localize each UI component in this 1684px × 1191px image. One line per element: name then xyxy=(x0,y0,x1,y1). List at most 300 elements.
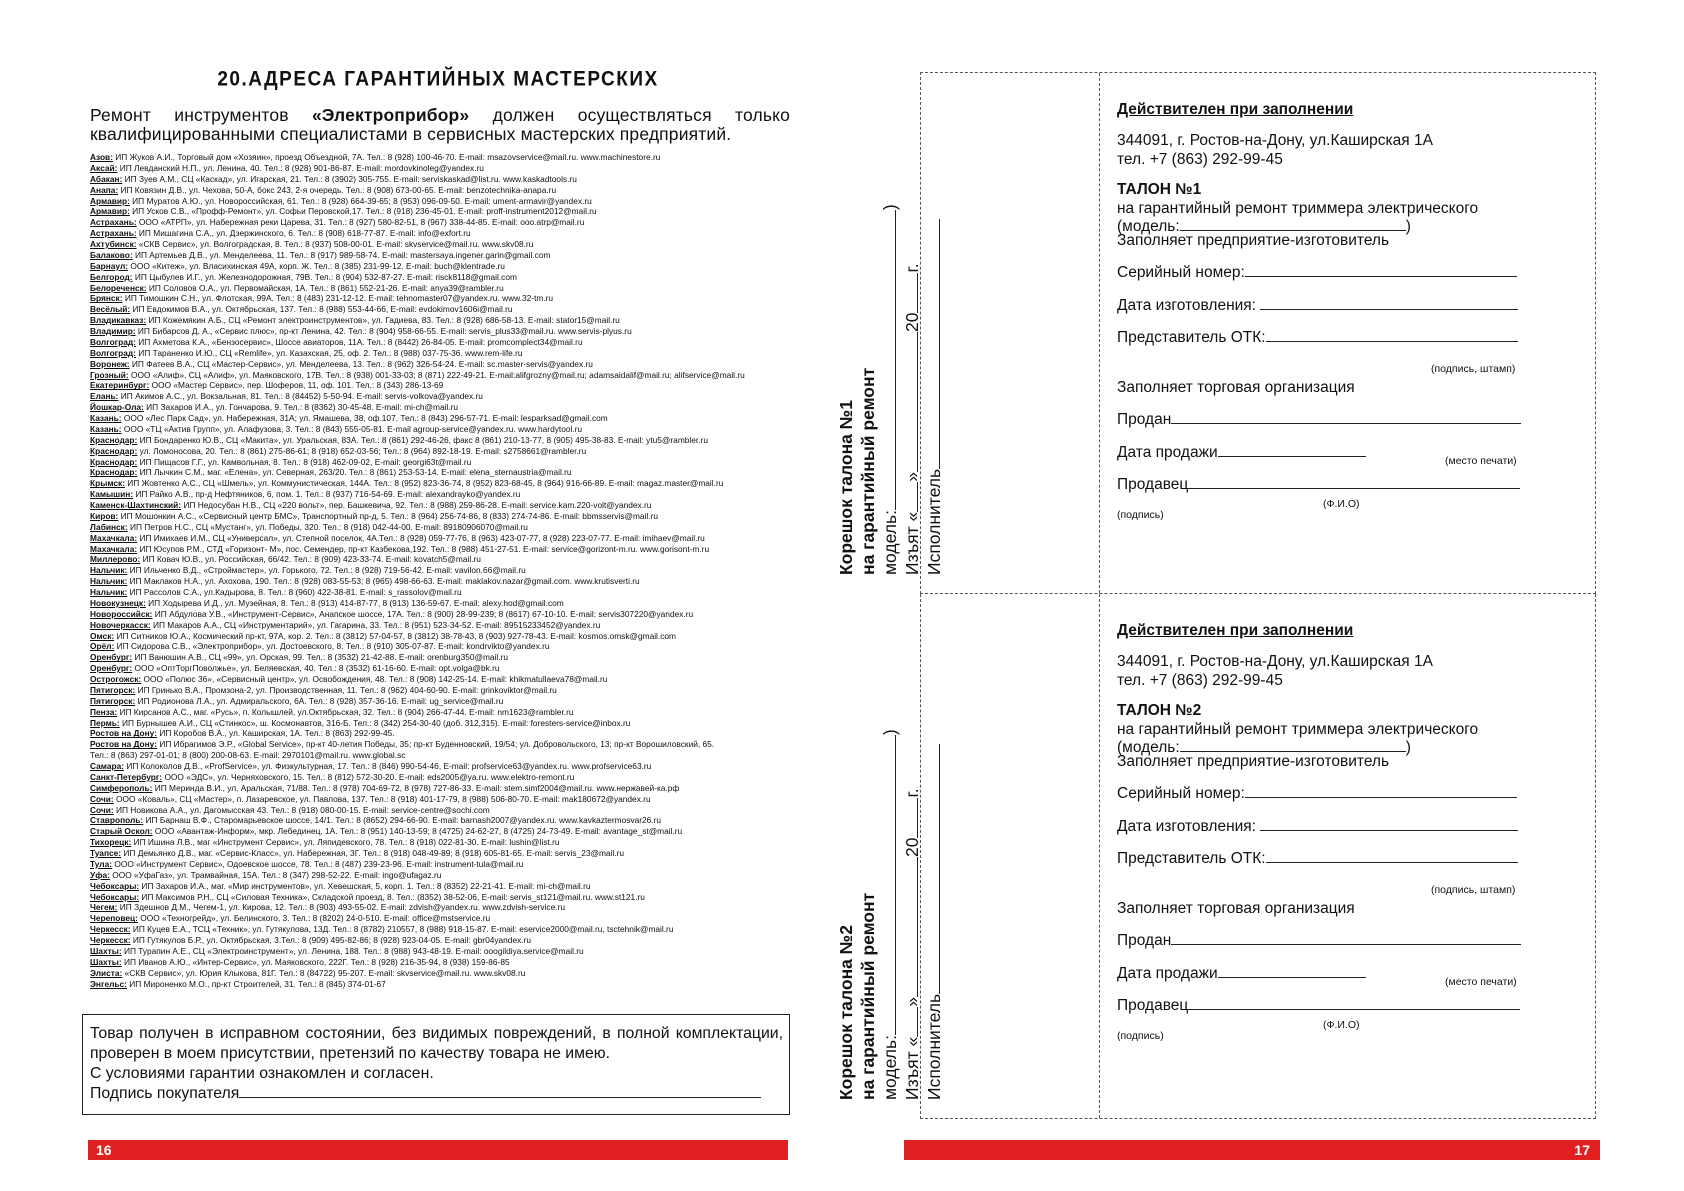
address-details: ИП Ситников Ю.А., Космический пр-кт, 97А, кор. 2. Тел.: 8 (3812) 57-04-57, 8 (3812) 38-78-43, 8 (903) 927-78-43. E-mail: kosmos.omsk@gmail.com xyxy=(114,630,676,641)
address-city: Владимир: xyxy=(90,326,136,336)
address-city: Волгоград: xyxy=(90,336,136,347)
address-details: ИП Усков С.В., «Профф-Ремонт», ул. Софьи Перовской,17. Тел.: 8 (918) 236-45-01. E-mail: proff-instrument2012@mail.ru xyxy=(129,206,597,217)
address-details: «СКВ Сервис», ул. Юрия Клыкова, 81Г. Тел.: 8 (84722) 95-207. E-mail: skvservice@mail.ru. www.skv08.ru xyxy=(122,967,526,978)
model-label: (модель: xyxy=(1117,218,1180,235)
address-details: ИП Бурнышев А.И., СЦ «Стинкос», ш. Космонавтов, 316-Б. Тел.: 8 (342) 254-30-40 (доб. 312,315). E-mail: foresters-service@inbox.ru xyxy=(119,717,631,728)
coupon-ticket xyxy=(1117,594,1577,1118)
address-entry xyxy=(90,902,790,913)
address-details: ИП Захаров И.А., маг. «Мир инструментов», ул. Хевешская, 5, корп. 1. Тел.: 8 (8352) 22-21-41. E-mail: mi-ch@mail.ru xyxy=(139,880,591,891)
address-details: ИП Здешнов Д.М., Чегем-1, ул. Кирова, 12. Тел.: 8 (903) 493-55-02. E-mail: zdvish@yandex.ru. www.zdvish-service.ru xyxy=(117,902,565,913)
stub-day-line[interactable] xyxy=(905,482,918,512)
address-city: Туапсе: xyxy=(90,848,122,858)
address-details: ИП Барнаш В.Ф., Старомарьевское шоссе, 14/1. Тел.: 8 (8652) 294-66-90. E-mail: barnash2007@yandex.ru. www.kavkaztermosvar26.ru xyxy=(143,815,662,826)
address-details: ИП Ибрагимов Э.Р., «Global Service», пр-кт 40-летия Победы, 35; пр-кт Буденновский, 19/54; ул. Добровольского, 13; пр-кт Ворошиловский, 65. xyxy=(157,739,715,750)
address-entry xyxy=(90,522,790,533)
address-city: Каменск-Шахтинский: xyxy=(90,500,182,510)
talon-desc-text: на гарантийный ремонт триммера электрического xyxy=(1117,200,1479,217)
address-entry xyxy=(90,663,790,674)
stub-cut-line xyxy=(1099,594,1100,1118)
address-entry xyxy=(90,185,790,196)
seller-label: Продавец xyxy=(1117,476,1189,493)
sign-stamp-note: (подпись, штамп) xyxy=(1431,884,1516,896)
stub-cut-line xyxy=(1099,73,1100,593)
address-city: Чебоксары: xyxy=(90,891,140,902)
intro-post: должен осуществляться только квалифицированными специалистами в сервисных мастерских предприятий. xyxy=(90,105,791,144)
sale-date-line[interactable] xyxy=(1218,965,1366,978)
stub-subtitle: на гарантийный ремонт xyxy=(858,367,878,575)
phone-line: тел. +7 (863) 292-99-45 xyxy=(1117,672,1283,689)
address-entry xyxy=(90,283,790,294)
address-details: ИП Бондаренко Ю.В., СЦ «Макита», ул. Уральская, 83А. Тел.: 8 (861) 292-46-26, факс 8 (861) 210-13-77, 8 (905) 495-38-83. E-mail: ytu5@rambler.ru xyxy=(137,434,708,445)
model-label: (модель: xyxy=(1117,739,1180,756)
otk-row xyxy=(1117,329,1518,347)
talon-desc-text: на гарантийный ремонт триммера электрического xyxy=(1117,721,1479,738)
address-city: Аксай: xyxy=(90,162,118,173)
address-details: ИП Колоколов Д.В., «ProfService», ул. Физкультурная, 17. Тел.: 8 (846) 990-54-46, E-mail: profservice63@yandex.ru. www.profservice63.ru xyxy=(124,761,652,771)
stub-year-suffix: г. xyxy=(902,263,922,273)
address-city: Сочи: xyxy=(90,804,114,815)
address-details: ИП Юсупов Р.М., СТД «Горизонт- М», пос. Семендер, пр-кт Казбекова,192. Тел.: 8 (988) 451-27-51. E-mail: service@gorizont-m.ru. www.gorisont-m.ru xyxy=(137,543,710,554)
address-entry xyxy=(90,935,790,946)
address-entry xyxy=(90,196,790,207)
address-city: Белореченск: xyxy=(90,282,147,293)
intro-brand: «Электроприбор» xyxy=(312,105,470,125)
address-details: ИП Турапин А.Е., СЦ «Электроинструмент», ул. Ленина, 188. Тел.: 8 (988) 943-48-19. E-mail: ooogildiya.service@mail.ru xyxy=(121,945,584,956)
stub-quote: » xyxy=(902,997,922,1007)
address-entry xyxy=(90,326,790,337)
address-entry xyxy=(90,859,790,870)
stub-day-line[interactable] xyxy=(905,1007,918,1037)
address-entry xyxy=(90,641,790,652)
address-city: Ростов на Дону: xyxy=(90,739,157,750)
address-entry xyxy=(90,174,790,185)
address-details: ИП Новикова А.А., ул. Дагомысская 43. Тел.: 8 (918) 080-00-15. E-mail: service-centre@sochi.com xyxy=(113,804,490,815)
address-city: Ахтубинск: xyxy=(90,239,137,249)
address-details: «СКВ Сервис», ул. Волгоградская, 8. Тел.: 8 (937) 508-00-01. E-mail: skvservice@mail.ru. www.skv08.ru xyxy=(136,239,534,249)
address-details: ИП Ахметова К.А., «Бензосервис», Шоссе авиаторов, 11А. Тел.: 8 (8442) 26-84-05. E-mail: promcomplect34@mail.ru xyxy=(135,336,583,347)
sale-date-label: Дата продажи xyxy=(1117,444,1218,461)
stub-rotated-text xyxy=(835,680,945,1100)
address-city: Крымск: xyxy=(90,478,125,489)
address-details: ИП Недосубан Н.В., СЦ «220 вольт», пер. Башкевича, 92. Тел.: 8 (988) 259-86-28. E-mail: service.kam.220-volt@yandex.ru xyxy=(181,500,652,510)
address-city: Орёл: xyxy=(90,641,115,652)
seller-line[interactable] xyxy=(1188,997,1520,1010)
address-entry xyxy=(90,609,790,620)
address-entry xyxy=(90,217,790,228)
stub-model-label: модель: xyxy=(880,1035,900,1100)
page-number: 16 xyxy=(96,1142,112,1158)
address-details: ИП Евдокимов В.А., ул. Октябрьская, 137. Тел.: 8 (988) 553-44-66, E-mail: evdokimov1606i@mail.ru xyxy=(130,304,513,315)
sold-label: Продан xyxy=(1117,932,1172,949)
address-entry xyxy=(90,913,790,924)
address-city: Уфа: xyxy=(90,869,110,880)
made-date-row xyxy=(1117,297,1518,315)
section-title: 20.АДРЕСА ГАРАНТИЙНЫХ МАСТЕРСКИХ xyxy=(217,68,659,92)
address-entry xyxy=(90,402,790,413)
otk-label: Представитель ОТК: xyxy=(1117,850,1266,867)
address-city: Краснодар: xyxy=(90,445,138,456)
stub-model-line[interactable] xyxy=(883,210,896,510)
address-city: Сочи: xyxy=(90,793,114,804)
address-details: ООО «ОптТоргПоволжье», ул. Беляевская, 40. Тел.: 8 (3532) 61-16-60. E-mail: opt.volga@bk.ru xyxy=(132,663,500,674)
address-city: Пенза: xyxy=(90,706,118,717)
address-details: ООО «АТРП», ул. Набережная реки Царева, 31. Тел.: 8 (927) 580-82-51, 8 (967) 338-44-85. E-mail: ooo.atrp@mail.ru xyxy=(136,217,585,228)
address-entry xyxy=(90,380,790,391)
address-entry xyxy=(90,304,790,315)
serial-line[interactable] xyxy=(1245,264,1517,277)
talon-description xyxy=(1117,721,1478,757)
stub-model-close: ) xyxy=(880,729,900,736)
address-city: Владикавказ: xyxy=(90,315,147,326)
address-entry xyxy=(90,652,790,663)
address-entry xyxy=(90,772,790,783)
address-city: Старый Оскол: xyxy=(90,826,153,837)
stub-year: 20 xyxy=(902,312,922,333)
service-address xyxy=(1117,131,1433,169)
address-details: ИП Тимошкин С.Н., ул. Флотская, 99А. Тел.: 8 (483) 231-12-12. E-mail: tehnomaster07@yandex.ru. www.32-tm.ru xyxy=(122,293,554,304)
address-line: 344091, г. Ростов-на-Дону, ул.Каширская 1А xyxy=(1117,132,1433,149)
address-details: ИП Куцев Е.А., ТСЦ «Техник», ул. Гутякулова, 13Д. Тел.: 8 (8782) 210557, 8 (988) 918-15-87. E-mail: eservice2000@mail.ru, tsctehnik@mail.ru xyxy=(130,924,674,935)
address-city: Махачкала: xyxy=(90,543,138,554)
address-entry xyxy=(90,533,790,544)
stub-executor-line[interactable] xyxy=(927,744,940,994)
address-city: Оренбург: xyxy=(90,663,133,674)
address-details: ИП Райко А.В., пр-д Нефтяников, 6, пом. 1. Тел.: 8 (937) 716-54-69. E-mail: alexandrayko@yandex.ru xyxy=(133,489,521,500)
address-city: Тула: xyxy=(90,858,113,869)
address-details: ООО «Инструмент Сервис», Одоевское шоссе, 78. Тел.: 8 (487) 239-23-96. E-mail: instrument-tula@mail.ru xyxy=(112,858,524,869)
address-details: ООО «Китеж», ул. Власихинская 49А, корп. Ж. Тел.: 8 (385) 231-99-12. E-mail: buch@klentrade.ru xyxy=(128,260,505,271)
seller-line[interactable] xyxy=(1188,476,1520,489)
serial-row xyxy=(1117,785,1517,803)
address-entry xyxy=(90,728,790,739)
stub-year-line[interactable] xyxy=(905,273,918,313)
address-city: Весёлый: xyxy=(90,304,131,315)
address-city: Йошкар-Ола: xyxy=(90,402,144,413)
otk-line[interactable] xyxy=(1266,329,1518,342)
serial-label: Серийный номер: xyxy=(1117,264,1245,281)
address-details: ИП Петров Н.С., СЦ «Мустанг», ул. Победы, 320. Тел.: 8 (918) 042-44-00. E-mail: 89180906070@mail.ru xyxy=(127,521,528,532)
address-line: 344091, г. Ростов-на-Дону, ул.Каширская 1А xyxy=(1117,653,1433,670)
address-entry xyxy=(90,674,790,685)
stub-model-label: модель: xyxy=(880,510,900,575)
otk-line[interactable] xyxy=(1266,850,1518,863)
address-entry xyxy=(90,261,790,272)
sale-date-row xyxy=(1117,965,1366,983)
address-details: ИП Мошонкин А.С., «Сервисный центр БМС», Транспортный пр-д, 5. Тел.: 8 (964) 256-74-86, 8 (833) 274-74-86. E-mail: bbmsservis@mail.ru xyxy=(118,510,659,521)
address-details: ИП Родионова Л.А., ул. Адмиральского, 6А. Тел.: 8 (928) 357-36-16. E-mail: ug_service@mail.ru xyxy=(135,695,504,706)
stamp-place-note: (место печати) xyxy=(1445,455,1517,467)
otk-label: Представитель ОТК: xyxy=(1117,329,1266,346)
address-city: Казань: xyxy=(90,423,122,434)
address-details: Тел.: 8 (863) 297-01-01; 8 (800) 200-08-63. E-mail: 2970101@mail.ru. www.global.sc xyxy=(90,750,406,761)
address-entry xyxy=(90,370,790,381)
address-details: ИП Гутякулов Б.Р., ул. Октябрьская, 3.Тел.: 8 (909) 495-82-86; 8 (928) 923-04-05. E-mail: gbr04yandex.ru xyxy=(130,935,531,945)
address-entry xyxy=(90,620,790,631)
address-city: Барнаул: xyxy=(90,260,129,271)
address-entry xyxy=(90,565,790,576)
address-entry xyxy=(90,239,790,250)
address-entry xyxy=(90,315,790,326)
address-city: Чегем: xyxy=(90,902,118,913)
address-city: Шахты: xyxy=(90,945,122,956)
address-details: ИП Фатеев В.А., СЦ «Мастер-Сервис», ул. Менделеева, 13. Тел.: 8 (962) 326-54-24. E-mail: sc.master-servis@yandex.ru xyxy=(129,358,593,369)
buyer-receipt-box xyxy=(82,1014,790,1115)
address-entry xyxy=(90,359,790,370)
address-city: Чебоксары: xyxy=(90,880,140,891)
address-entry xyxy=(90,631,790,642)
address-details: ООО «Техногрейд», ул. Белинского, 3. Тел.: 8 (8202) 24-0-510. E-mail: office@mstservice.ru xyxy=(137,913,491,924)
page-number: 17 xyxy=(1574,1142,1590,1158)
address-details: ИП Соловов О.А., ул. Первомайская, 1А. Тел.: 8 (861) 552-21-26. E-mail: anya39@rambler.ru xyxy=(146,282,504,293)
address-entry xyxy=(90,924,790,935)
address-details: ИП Ильченко В.Д., «Строймастер», ул. Горького, 72. Тел.: 8 (928) 719-56-42. E-mail: vavilon.66@mail.ru xyxy=(127,565,526,576)
address-city: Миллерово: xyxy=(90,554,141,565)
address-entry xyxy=(90,979,790,990)
fio-note: (Ф.И.О) xyxy=(1323,1019,1360,1031)
address-details: ИП Жуков А.И., Торговый дом «Хозяин», проезд Объездной, 7А. Тел.: 8 (928) 100-46-70. E-mail: msazovservice@mail.ru. www.machinestore.ru xyxy=(112,152,661,162)
maker-section-label: Заполняет предприятие-изготовитель xyxy=(1117,753,1390,770)
address-entry xyxy=(90,761,790,772)
address-details: ООО «Авантаж-Информ», мкр. Лебединец, 1А. Тел.: 8 (951) 140-13-59; 8 (4725) 24-62-27, 8 (4725) 24-73-49. E-mail: avantage_st@mail.ru xyxy=(152,826,683,837)
address-entry xyxy=(90,348,790,359)
right-page xyxy=(836,0,1684,1191)
address-city: Анапа: xyxy=(90,184,119,195)
address-city: Черкесск: xyxy=(90,924,131,935)
address-details: ИП Ковач Ю.В., ул. Российская, 66/42. Тел.: 8 (909) 423-33-74. E-mail: kovatch5@mail.ru xyxy=(140,554,481,565)
signature-note: (подпись) xyxy=(1117,509,1164,521)
receipt-sign-label: Подпись покупателя xyxy=(90,1085,240,1102)
model-close: ) xyxy=(1405,218,1411,235)
address-details: ИП Сидорова С.В., «Электроприбор», ул. Достоевского, 8. Тел.: 8 (910) 305-07-87. E-mail: kondrvikto@yandex.ru xyxy=(114,641,550,652)
address-entry xyxy=(90,815,790,826)
address-details: ИП Кирсанов А.С., маг. «Русь», п. Колышлей, ул.Октябрьская, 32. Тел.: 8 (904) 266-47-44. E-mail: nm1623@rambler.ru xyxy=(117,706,574,717)
address-details: ИП Ковязин Д.В., ул. Чехова, 50-А, бокс 243, 2-я очередь. Тел.: 8 (908) 673-00-65. E-mail: benzotechnika-anapa.ru xyxy=(118,184,557,195)
address-city: Белгород: xyxy=(90,271,133,282)
intro-paragraph xyxy=(90,106,790,144)
address-city: Армавир: xyxy=(90,206,130,217)
serial-row xyxy=(1117,264,1517,282)
address-entry xyxy=(90,718,790,729)
address-details: ИП Ишина Л.В., маг «Инструмент Сервис», ул. Ляпидевского, 78. Тел.: 8 (918) 022-81-30. E-mail: lushin@list.ru xyxy=(131,837,560,848)
model-close: ) xyxy=(1405,739,1411,756)
address-city: Елань: xyxy=(90,391,119,402)
address-details: ИП Маклаков Н.А., ул. Ахохова, 190. Тел.: 8 (928) 083-55-53; 8 (965) 498-66-63. E-mail: maklakov.nazar@gmail.com. www.krutisverti.ru xyxy=(127,576,640,587)
stub-executor-label: Исполнитель xyxy=(924,993,944,1100)
address-entry xyxy=(90,478,790,489)
address-city: Симферополь: xyxy=(90,782,153,793)
made-date-row xyxy=(1117,818,1518,836)
valid-note: Действителен при заполнении xyxy=(1117,101,1354,118)
receipt-text: Товар получен в исправном состоянии, без видимых повреждений, в полной комплектации, проверен в моем присутствии, претензий по качеству товара не имею. xyxy=(90,1025,783,1062)
otk-row xyxy=(1117,850,1518,868)
address-details: ИП Артемьев Д.В., ул. Менделеева, 11. Тел.: 8 (917) 989-58-74. E-mail: mastersaya.ingener.garin@gmail.com xyxy=(132,249,551,260)
valid-note: Действителен при заполнении xyxy=(1117,622,1354,639)
address-city: Нальчик: xyxy=(90,576,128,587)
seller-row xyxy=(1117,997,1520,1015)
address-details: ИП Ванюшин А.В., СЦ «99», ул. Орская, 99. Тел.: 8 (3532) 21-42-88. E-mail: orenburg350@mail.ru xyxy=(132,652,508,663)
address-city: Омск: xyxy=(90,630,115,641)
stub-month-line[interactable] xyxy=(905,332,918,472)
address-entry xyxy=(90,250,790,261)
address-details: ИП Зуев А.М., СЦ «Каскад», ул. Игарская, 21. Тел.: 8 (3902) 305-755. E-mail: serviskaskad@list.ru. www.kaskadtools.ru xyxy=(122,173,577,184)
address-entry xyxy=(90,272,790,283)
address-details: ИП Ходырева И.Д., ул. Музейная, 8. Тел.: 8 (913) 414-87-77, 8 (913) 136-59-67. E-mail: alexy.hod@gmail.com xyxy=(145,597,564,608)
address-details: ООО «Алиф», СЦ «Алиф», ул. Маяковского, 17В. Тел.: 8 (938) 001-33-03; 8 (871) 222-49-21. E-mail:alifgrozny@mail.ru; adamsaidalif@mail.ru; alifservice@mail.ru xyxy=(128,369,745,380)
fio-note: (Ф.И.О) xyxy=(1323,498,1360,510)
address-entry xyxy=(90,152,790,163)
address-details: ИП Демьянко Д.В., маг. «Сервис-Класс», ул. Набережная, 3Г. Тел.: 8 (918) 048-49-89; 8 (918) 605-81-65. E-mail: servis_23@mail.ru xyxy=(121,848,625,858)
address-details: ИП Бибарсов Д. А., «Сервис плюс», пр-кт Ленина, 42. Тел.: 8 (904) 958-66-55. E-mail: servis_plus33@mail.ru. www.servis-plyus.ru xyxy=(135,326,632,336)
sold-label: Продан xyxy=(1117,411,1172,428)
talon-number: ТАЛОН №1 xyxy=(1117,181,1202,198)
address-entry xyxy=(90,467,790,478)
stub-title: Корешок талона №2 xyxy=(836,925,856,1100)
address-details: ООО «Полюс 36», «Сервисный центр», ул. Освобождения, 48. Тел.: 8 (908) 142-25-14. E-mail: khikmatullaeva78@mail.ru xyxy=(141,674,608,684)
address-details: ИП Мишагина С.А., ул. Дзержинского, 6. Тел.: 8 (908) 618-77-87. E-mail: info@exfort.ru xyxy=(136,228,471,239)
sold-line[interactable] xyxy=(1171,932,1521,945)
model-line[interactable] xyxy=(1180,218,1406,231)
address-city: Пермь: xyxy=(90,717,120,728)
address-city: Тихорецк: xyxy=(90,837,132,848)
made-date-line[interactable] xyxy=(1260,818,1518,831)
talon-description xyxy=(1117,200,1478,236)
address-entry xyxy=(90,435,790,446)
address-details: ИП Захаров И.А., ул. Гончарова, 9. Тел.: 8 (8362) 30-45-48. E-mail: mi-ch@mail.ru xyxy=(143,402,459,413)
address-city: Острогожск: xyxy=(90,674,142,684)
shop-section-label: Заполняет торговая организация xyxy=(1117,379,1355,396)
address-entry xyxy=(90,228,790,239)
address-entry xyxy=(90,870,790,881)
warranty-coupon-1 xyxy=(836,72,1596,594)
address-entry xyxy=(90,848,790,859)
address-entry xyxy=(90,500,790,511)
stub-month-line[interactable] xyxy=(905,857,918,997)
address-city: Нальчик: xyxy=(90,587,128,597)
address-entry xyxy=(90,805,790,816)
stub-year-line[interactable] xyxy=(905,798,918,838)
buyer-signature-line[interactable] xyxy=(239,1084,761,1098)
address-details: ООО «Мастер Сервис», пер. Шоферов, 11, оф. 101. Тел.: 8 (343) 286-13-69 xyxy=(149,380,444,391)
address-details: ООО «Лес Парк Сад», ул. Набережная, 31А; ул. Ямашева, 38, оф.107. Тел.: 8 (843) 296-57-71. E-mail: lesparksad@gmail.com xyxy=(121,413,608,423)
address-entry xyxy=(90,544,790,555)
address-city: Грозный: xyxy=(90,369,129,380)
stub-model-line[interactable] xyxy=(883,735,896,1035)
address-entry xyxy=(90,707,790,718)
address-details: ИП Муратов А.Ю., ул. Новороссийская, 61. Тел.: 8 (928) 664-39-65; 8 (953) 096-09-50. E-mail: ument-armavir@yandex.ru xyxy=(129,195,592,206)
address-entry xyxy=(90,554,790,565)
model-line[interactable] xyxy=(1180,739,1406,752)
service-address xyxy=(1117,652,1433,690)
page-footer-right xyxy=(904,1140,1600,1160)
sold-line[interactable] xyxy=(1171,411,1521,424)
page-footer-left xyxy=(88,1140,788,1160)
address-city: Абакан: xyxy=(90,173,123,184)
address-details: ИП Лычкин С.М., маг. «Елена», ул. Северная, 263/20. Тел.: 8 (861) 253-53-14. E-mail: elena_sternaustria@mail.ru xyxy=(137,467,572,478)
sale-date-row xyxy=(1117,444,1366,462)
address-entry xyxy=(90,892,790,903)
made-date-line[interactable] xyxy=(1260,297,1518,310)
address-details: ИП Иванов А.Ю., «Интер-Сервис», ул. Маяковского, 222Г. Тел.: 8 (928) 216-35-94, 8 (938) 159-86-85 xyxy=(121,956,510,967)
address-city: Пятигорск: xyxy=(90,684,136,695)
receipt-signature-row xyxy=(90,1084,783,1104)
address-details: ИП Жовтенко А.С., СЦ «Шмель», ул. Коммунистическая, 144А. Тел.: 8 (952) 823-36-74, 8 (952) 823-68-45, 8 (964) 916-66-89. E-mail: magaz.master@mail.ru xyxy=(124,478,724,489)
address-entry xyxy=(90,413,790,424)
address-city: Новороссийск: xyxy=(90,608,153,619)
coupon-ticket xyxy=(1117,73,1577,593)
address-details: ИП Абдулова У.В., «Инструмент-Сервис», Анапское шоссе, 17А. Тел.: 8 (900) 28-99-239; 8 (8617) 67-10-10. E-mail: servis307220@yandex.ru xyxy=(152,608,694,619)
address-entry xyxy=(90,163,790,174)
serial-line[interactable] xyxy=(1245,785,1517,798)
address-city: Брянск: xyxy=(90,293,123,304)
address-city: Астрахань: xyxy=(90,217,137,228)
address-city: Новокузнецк: xyxy=(90,597,146,608)
address-entry xyxy=(90,946,790,957)
sale-date-label: Дата продажи xyxy=(1117,965,1218,982)
stub-taken-label: Изъят « xyxy=(902,511,922,575)
address-entry xyxy=(90,881,790,892)
stub-executor-label: Исполнитель xyxy=(924,468,944,575)
address-city: Элиста: xyxy=(90,967,123,978)
address-city: Воронеж: xyxy=(90,358,130,369)
address-details: ИП Макаров А.А., СЦ «Инструментарий», ул. Гагарина, 33. Тел.: 8 (951) 523-34-52. E-mail: 89515233452@yandex.ru xyxy=(150,619,601,630)
address-details: ИП Кожемякин А.Б., СЦ «Ремонт электроинструментов», ул. Гадиева, 83. Тел.: 8 (928) 686-58-13. E-mail: stator15@mail.ru xyxy=(146,315,620,326)
workshop-address-list xyxy=(90,152,790,989)
address-entry xyxy=(90,837,790,848)
address-entry xyxy=(90,489,790,500)
address-details: ИП Рассолов С.А., ул.Кадырова, 8. Тел.: 8 (960) 422-38-81. E-mail: s_rassolov@mail.ru xyxy=(127,587,462,597)
address-city: Самара: xyxy=(90,761,124,771)
stub-executor-line[interactable] xyxy=(927,219,940,469)
address-entry xyxy=(90,826,790,837)
address-entry xyxy=(90,424,790,435)
address-city: Краснодар: xyxy=(90,467,138,478)
address-details: ИП Гринько В.А., Промзона-2, ул. Производственная, 11. Тел.: 8 (962) 404-60-90. E-mail: grinkoviktor@mail.ru xyxy=(135,684,557,695)
address-city: Азов: xyxy=(90,152,113,162)
address-city: Оренбург: xyxy=(90,652,133,663)
address-city: Лабинск: xyxy=(90,521,128,532)
made-date-label: Дата изготовления: xyxy=(1117,818,1256,835)
address-entry xyxy=(90,598,790,609)
sold-row xyxy=(1117,411,1521,429)
address-city: Пятигорск: xyxy=(90,695,136,706)
intro-pre: Ремонт инструментов xyxy=(90,105,313,125)
address-details: ул. Ломоносова, 20. Тел.: 8 (861) 275-86-61; 8 (918) 652-03-56; Тел.: 8 (964) 892-18-19. E-mail: s2758661@rambler.ru xyxy=(137,445,587,456)
stub-title: Корешок талона №1 xyxy=(836,400,856,575)
address-details: ИП Левданский Н.П., ул. Ленина, 40. Тел.: 8 (928) 901-86-87. E-mail: mordovkinoleg@yandex.ru xyxy=(117,162,484,173)
address-city: Череповец: xyxy=(90,913,138,924)
address-city: Краснодар: xyxy=(90,456,138,467)
address-entry xyxy=(90,511,790,522)
stub-taken-label: Изъят « xyxy=(902,1036,922,1100)
address-city: Волгоград: xyxy=(90,347,136,358)
sale-date-line[interactable] xyxy=(1218,444,1366,457)
address-city: Энгельс: xyxy=(90,978,127,989)
address-entry xyxy=(90,783,790,794)
address-entry xyxy=(90,337,790,348)
address-city: Астрахань: xyxy=(90,228,137,239)
address-city: Краснодар: xyxy=(90,434,138,445)
address-entry xyxy=(90,968,790,979)
address-city: Казань: xyxy=(90,413,122,423)
serial-label: Серийный номер: xyxy=(1117,785,1245,802)
address-details: ИП Акимов А.С., ул. Вокзальная, 81. Тел.: 8 (84452) 5-50-94. E-mail: servis-volkova@yandex.ru xyxy=(118,391,483,402)
address-entry xyxy=(90,587,790,598)
stub-rotated-text xyxy=(835,155,945,575)
address-details: ИП Имихаев И.М., СЦ «Универсал», ул. Степной поселок, 4А.Тел.: 8 (928) 059-77-76, 8 (963) 423-07-77, 8 (928) 223-07-77. E-mail: imihaev@mail.ru xyxy=(137,532,705,543)
address-entry xyxy=(90,391,790,402)
address-entry xyxy=(90,206,790,217)
seller-row xyxy=(1117,476,1520,494)
